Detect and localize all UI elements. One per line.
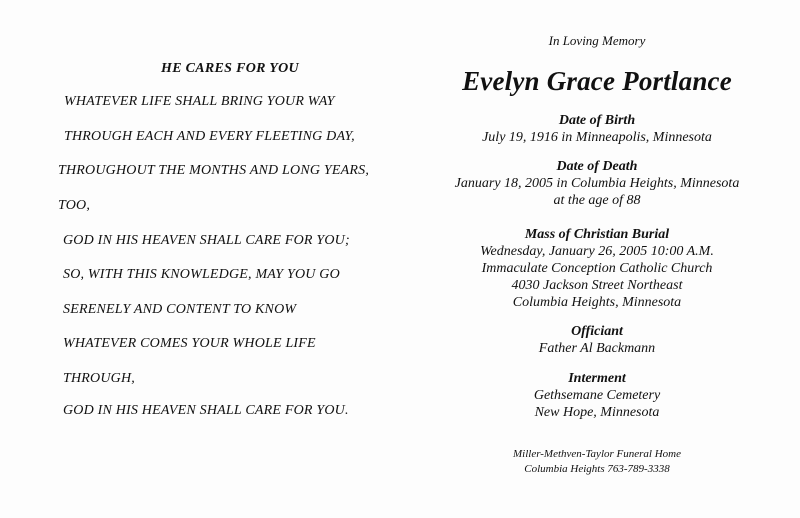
poem-line: SO, WITH THIS KNOWLEDGE, MAY YOU GO (63, 267, 340, 282)
officiant-label: Officiant (571, 324, 623, 339)
death-detail: January 18, 2005 in Columbia Heights, Minnesota (454, 176, 740, 191)
birth-label: Date of Birth (558, 113, 636, 128)
poem-line: WHATEVER COMES YOUR WHOLE LIFE (63, 336, 316, 351)
mass-label: Mass of Christian Burial (524, 227, 670, 242)
officiant-detail: Father Al Backmann (538, 341, 656, 356)
poem-line: THROUGH EACH AND EVERY FLEETING DAY, (64, 129, 355, 144)
mass-detail: Wednesday, January 26, 2005 10:00 A.M. (480, 244, 714, 259)
poem-line: WHATEVER LIFE SHALL BRING YOUR WAY (64, 94, 335, 109)
death-label: Date of Death (556, 159, 638, 174)
poem-line: THROUGH, (63, 371, 135, 386)
poem-line: THROUGHOUT THE MONTHS AND LONG YEARS, (58, 163, 370, 178)
poem-line: SERENELY AND CONTENT TO KNOW (63, 302, 297, 317)
interment-detail: New Hope, Minnesota (534, 405, 660, 420)
interment-detail: Gethsemane Cemetery (533, 388, 661, 403)
poem-line: TOO, (58, 198, 91, 213)
mass-detail: Immaculate Conception Catholic Church (481, 261, 713, 276)
memorial-heading: In Loving Memory (548, 33, 646, 48)
mass-detail: Columbia Heights, Minnesota (512, 295, 682, 310)
mass-detail: 4030 Jackson Street Northeast (511, 278, 683, 293)
poem-line: GOD IN HIS HEAVEN SHALL CARE FOR YOU. (63, 403, 349, 418)
funeral-home-contact: Columbia Heights 763-789-3338 (524, 463, 670, 475)
poem-line: GOD IN HIS HEAVEN SHALL CARE FOR YOU; (63, 233, 350, 248)
poem-title: HE CARES FOR YOU (161, 61, 299, 76)
interment-label: Interment (568, 371, 626, 386)
death-detail: at the age of 88 (553, 193, 641, 208)
birth-detail: July 19, 1916 in Minneapolis, Minnesota (482, 130, 712, 145)
funeral-home-name: Miller-Methven-Taylor Funeral Home (512, 448, 681, 460)
deceased-name: Evelyn Grace Portlance (462, 66, 732, 96)
